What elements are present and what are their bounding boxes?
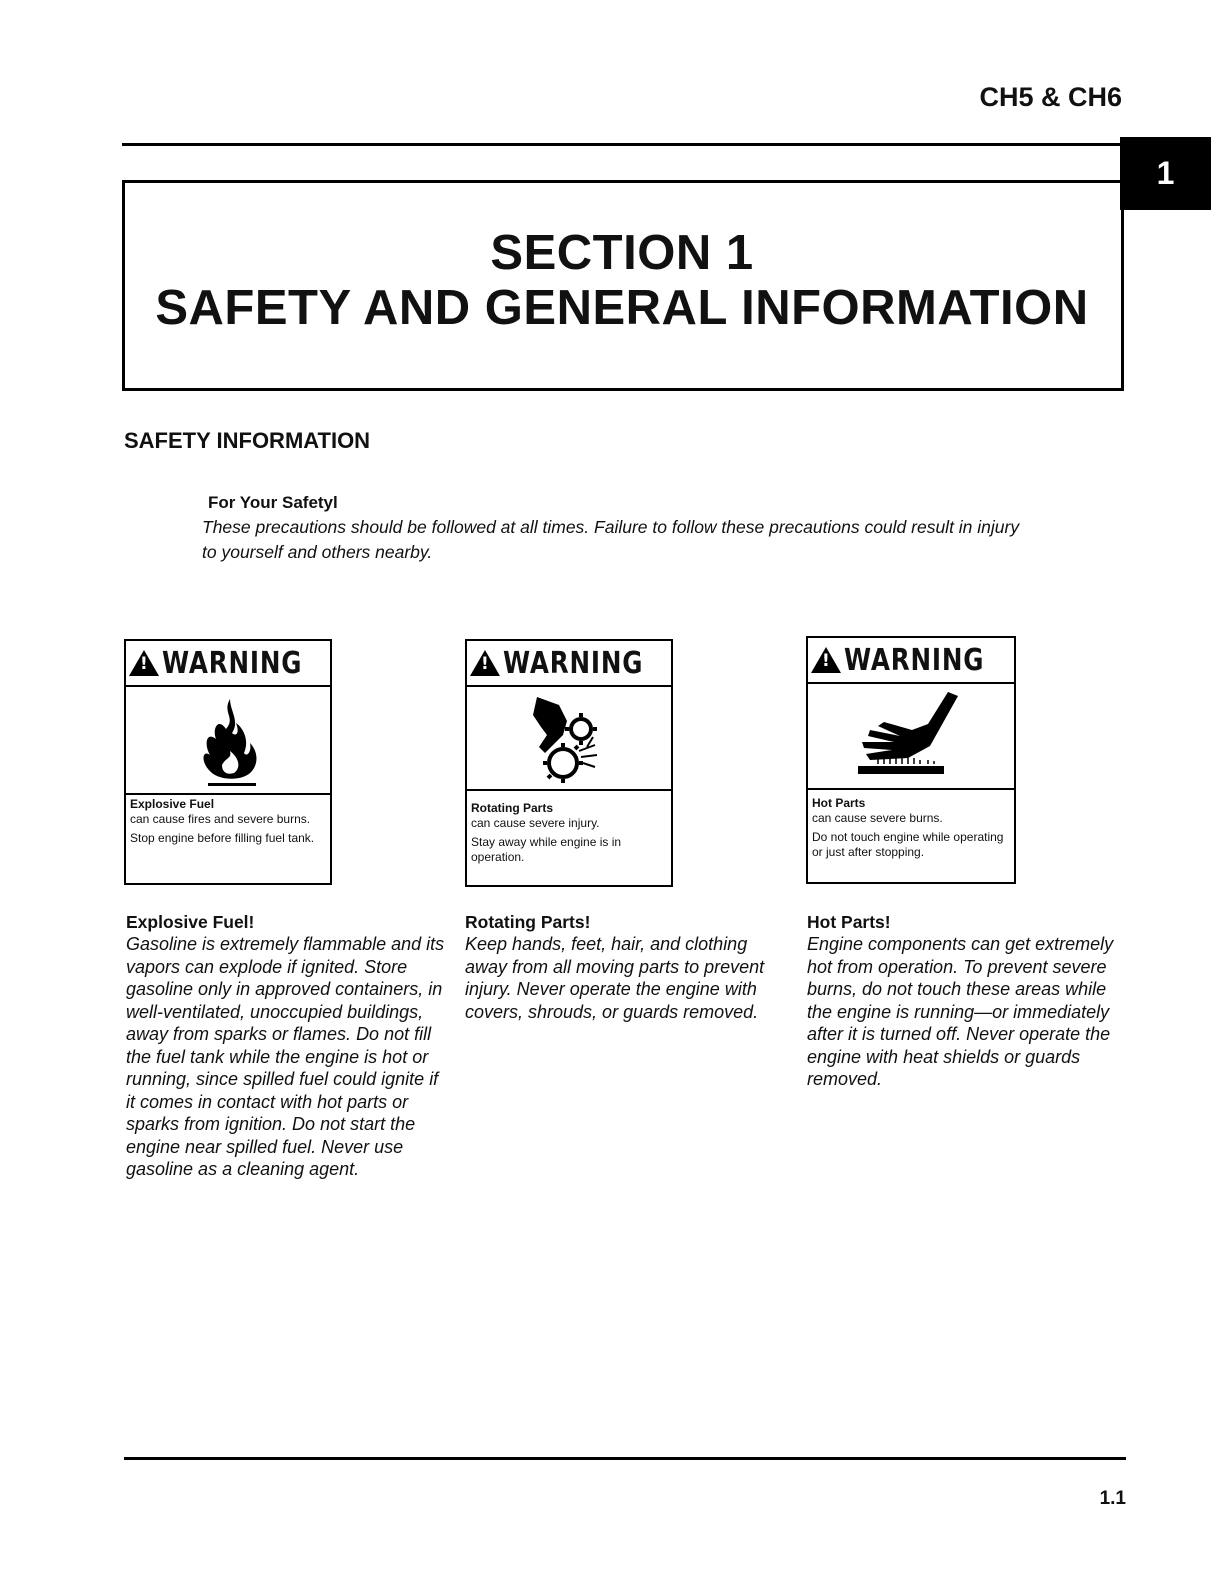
description-hot: Hot Parts! Engine components can get extremely hot from operation. To prevent severe burns, do not touch these areas while the engine is running—or immediately after it is turned off. Never operate the engine with heat shields or guards removed. bbox=[807, 912, 1114, 1089]
flame-icon bbox=[126, 687, 330, 795]
warning-sign-fuel bbox=[124, 639, 332, 885]
safety-heading: SAFETY INFORMATION bbox=[124, 428, 371, 453]
section-name: SAFETY AND GENERAL INFORMATION bbox=[155, 281, 1089, 335]
description-fuel: Explosive Fuel! Gasoline is extremely flammable and its vapors can explode if ignited. Store gasoline only in approved containers, in well-ventilated, unoccupied buildings, away from sparks or flames. Do not fill the fuel tank while the engine is hot or running, since spilled fuel could ignite if it comes in contact with hot parts or sparks from ignition. Do not start the engine near spilled fuel. Never use gasoline as a cleaning agent. bbox=[126, 912, 445, 1179]
warning-header: ! WARNING bbox=[467, 641, 671, 687]
section-title bbox=[122, 226, 1122, 336]
hot-surface-hand-icon bbox=[808, 684, 1014, 790]
page-number: 1.1 bbox=[1099, 1488, 1126, 1509]
warning-sign-hot bbox=[806, 636, 1016, 884]
warning-header: ! WARNING bbox=[808, 638, 1014, 684]
model-label: CH5 & CH6 bbox=[979, 82, 1122, 112]
safety-subheading: For Your Safetyl bbox=[208, 493, 338, 512]
footer-rule bbox=[124, 1457, 1126, 1460]
rotating-gears-hand-icon bbox=[467, 687, 671, 791]
sign-text: Hot Parts can cause severe burns. Do not touch engine while operating or just after stopping. bbox=[812, 796, 1004, 859]
warning-sign-rotating bbox=[465, 639, 673, 887]
header-rule bbox=[122, 143, 1122, 146]
safety-intro: These precautions should be followed at all times. Failure to follow these precautions could result in injury to yourself and others nearby. bbox=[202, 517, 1020, 562]
sign-text: Explosive Fuel can cause fires and severe burns. Stop engine before filling fuel tank. bbox=[130, 797, 315, 845]
warning-header: ! WARNING bbox=[126, 641, 330, 687]
alert-triangle-icon: ! bbox=[129, 650, 159, 676]
sign-text: Rotating Parts can cause severe injury. Stay away while engine is in operation. bbox=[471, 801, 622, 864]
alert-triangle-icon: ! bbox=[811, 647, 841, 673]
description-rotating: Rotating Parts! Keep hands, feet, hair, and clothing away from all moving parts to prevent injury. Never operate the engine with covers, shrouds, or guards removed. bbox=[465, 912, 765, 1022]
section-number: SECTION 1 bbox=[490, 226, 754, 280]
section-tab: 1 bbox=[1120, 137, 1211, 210]
alert-triangle-icon: ! bbox=[470, 650, 500, 676]
